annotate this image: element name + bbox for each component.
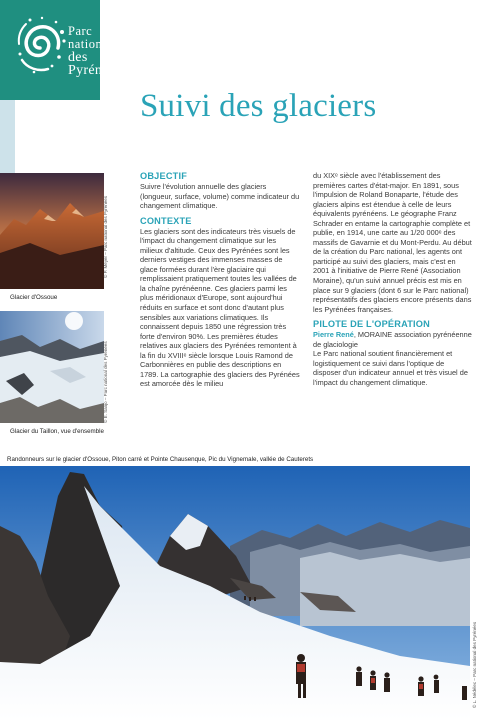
pilote-text: Le Parc national soutient financièrement et logistiquement ce suivi dans l'optique de disposer d'un indicateur annuel et très visuel de l'impact du changement climatique. [313, 349, 468, 387]
brand-line-1: Parc national [68, 24, 113, 51]
text-column-2 [313, 171, 473, 387]
contexte-text-col2: du XIXᵉ siècle avec l'établissement des premières cartes d'état-major. En 1891, sous l'impulsion de Roland Bonaparte, l'étude des glaciers alpins est étendue à celle de leurs équivalents pyrénéens. Le géographe Franz Schrader en entame la cartographie complète et publie, en 1914, une carte au 1/20 000ᵉ des massifs de Gavarnie et du Mont-Perdu. Au début de la création du Parc national, les agents ont participé au suivi des glaciers, mais c'est en 2001 à l'initiative de Pierre René (Association Moraine), qu'un suivi annuel précis est mis en place sur 9 glaciers (dont 6 sur le Parc national) représentatifs des glaciers encore présents dans les Pyrénées françaises. [313, 171, 472, 314]
photo-glacier-taillon [0, 311, 104, 423]
page-title: Suivi des glaciers [140, 88, 377, 124]
pilote-name: Pierre René [313, 330, 354, 340]
photo-credit-bottom: © L. Nédélec – Parc national des Pyrénées [472, 621, 477, 708]
side-accent-strip [0, 100, 15, 173]
bottom-photo-caption: Randonneurs sur le glacier d'Ossoue, Piton carré et Pointe Chausenque, Pic du Vignemale, vallée de Cauterets [7, 456, 314, 463]
park-spiral-logo [12, 14, 68, 80]
photo-credit-taillon: © E. Sanjo – Parc national des Pyrénées [103, 341, 108, 423]
caption-glacier-taillon: Glacier du Taillon, vue d'ensemble [10, 428, 104, 435]
heading-pilote: PILOTE DE L'OPÉRATION [313, 319, 430, 330]
heading-objectif: OBJECTIF [140, 171, 188, 181]
pilote-lead [313, 330, 473, 349]
objectif-text: Suivre l'évolution annuelle des glaciers (longueur, surface, volume) comme indicateur du changement climatique. [140, 182, 300, 211]
pilote-affiliation: , MORAINE association pyrénéenne de glaciologie [313, 330, 472, 349]
photo-glacier-hikers [0, 466, 470, 720]
text-column-1 [140, 171, 300, 389]
brand-line-2: des Pyrénées [68, 50, 121, 78]
contexte-text-col1: Les glaciers sont des indicateurs très visuels de l'impact du changement climatique sur les milieux d'altitude. Ceux des Pyrénées sont les derniers vestiges des immenses masses de glace formées durant l'ère glaciaire qui remplissaient pratiquement toutes les vallées de la chaîne pyrénéenne. Ces glaciers parmi les plus méridionaux d'Europe, sont aujourd'hui réduits en surface et sont donc d'autant plus sensibles aux variations climatiques. Ils connaissent depuis 1850 une régression très forte d'environ 90%. Les premières études relatives aux glaciers des Pyrénées remontent à la fin du XVIIIᵉ siècle lorsque Louis Ramond de Carbonnières en publie des descriptions en 1789. La cartographie des glaciers des Pyrénées est amorcée dès le milieu [140, 226, 300, 389]
brand-name [68, 25, 121, 77]
heading-contexte: CONTEXTE [140, 215, 192, 226]
photo-credit-ossoue: © P. Meyer – Parc national des Pyrénées [103, 195, 108, 278]
photo-glacier-ossoue [0, 173, 104, 289]
header-block [0, 0, 121, 100]
caption-glacier-ossoue: Glacier d'Ossoue [10, 294, 58, 301]
